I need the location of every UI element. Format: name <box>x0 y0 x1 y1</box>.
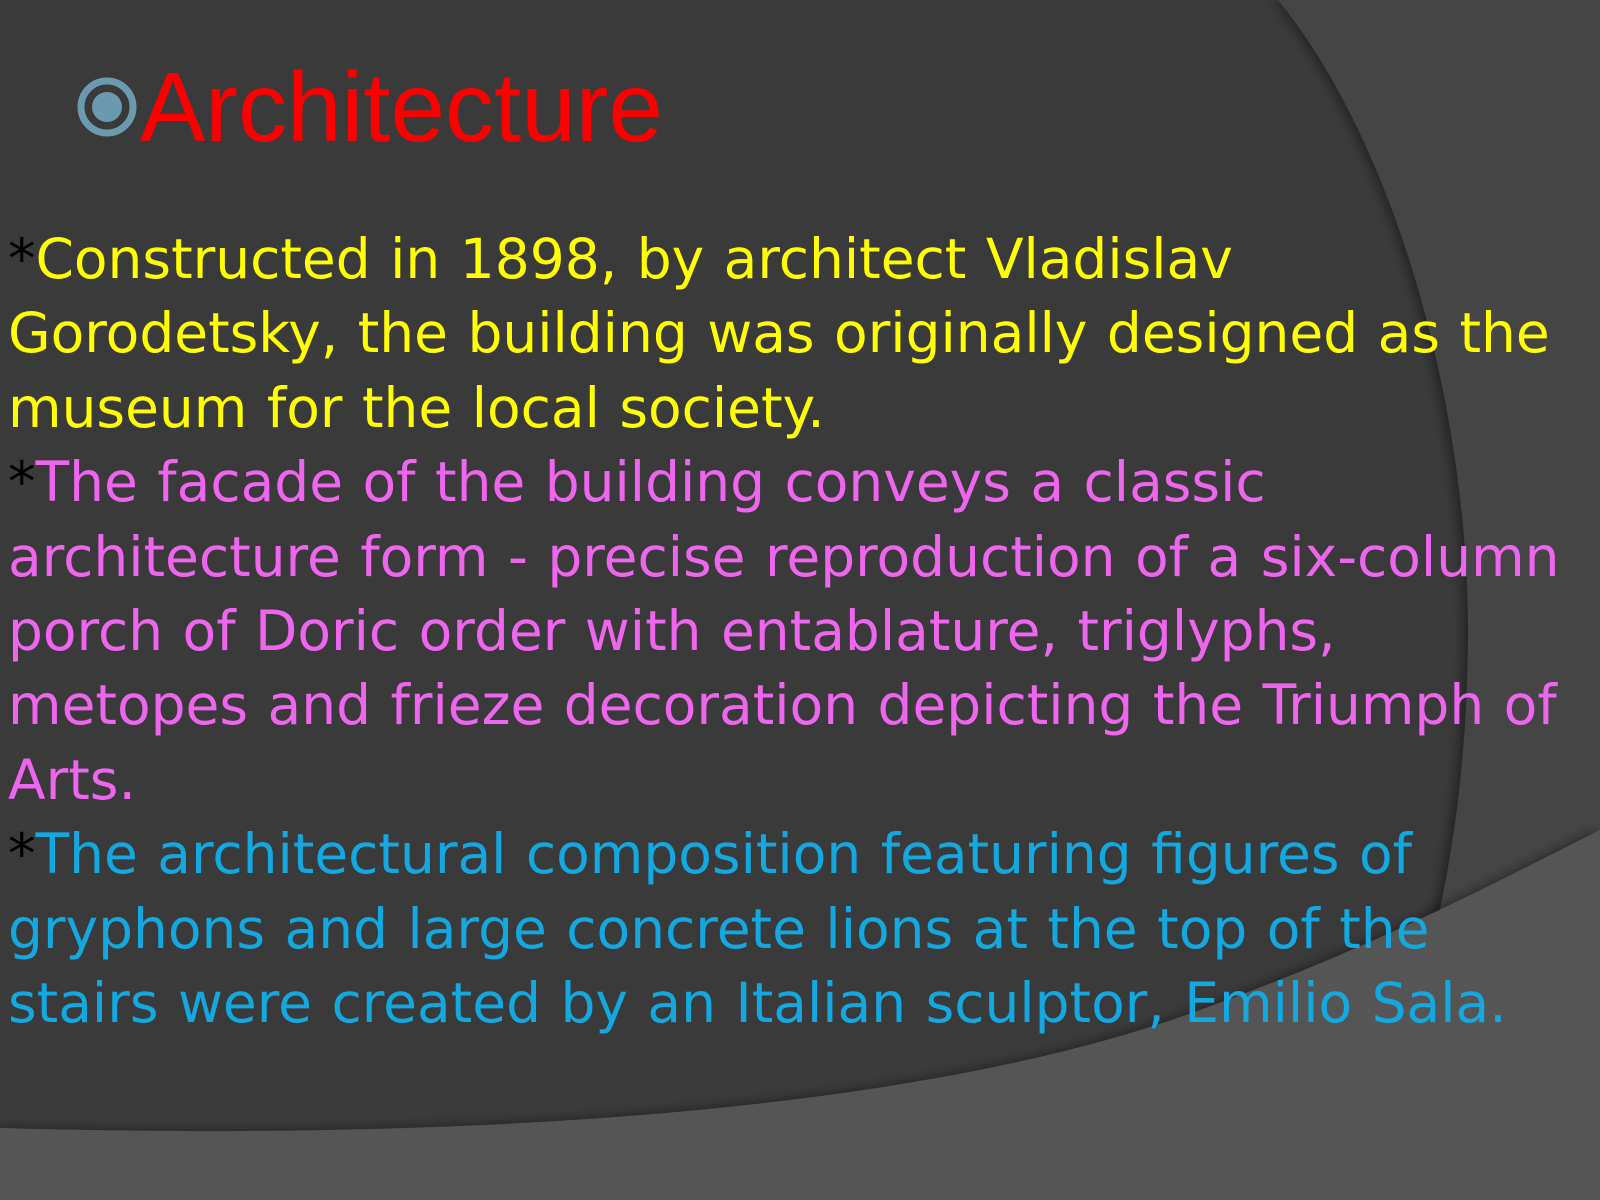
circled-dot-icon <box>76 76 138 138</box>
paragraph-construction <box>8 222 1568 445</box>
body-text <box>8 222 1568 1040</box>
asterisk-marker: * <box>8 822 36 887</box>
asterisk-marker: * <box>8 227 36 291</box>
paragraph-composition <box>8 817 1568 1040</box>
slide-title: Architecture <box>140 52 663 162</box>
paragraph-facade <box>8 445 1568 817</box>
title-row <box>76 52 663 162</box>
paragraph-text: The architectural composition featuring figures of gryphons and large concrete lions at the top of the stairs were created by an Italian sculptor, Emilio Sala. <box>8 822 1507 1036</box>
asterisk-marker: * <box>8 450 36 515</box>
paragraph-text: The facade of the building conveys a classic architecture form - precise reproduction of a six-column porch of Doric order with entablature, triglyphs, metopes and frieze decoration depicting the Triumph of Arts. <box>8 450 1560 812</box>
paragraph-text: Constructed in 1898, by architect Vladislav Gorodetsky, the building was originally designed as the museum for the local society. <box>8 227 1550 440</box>
